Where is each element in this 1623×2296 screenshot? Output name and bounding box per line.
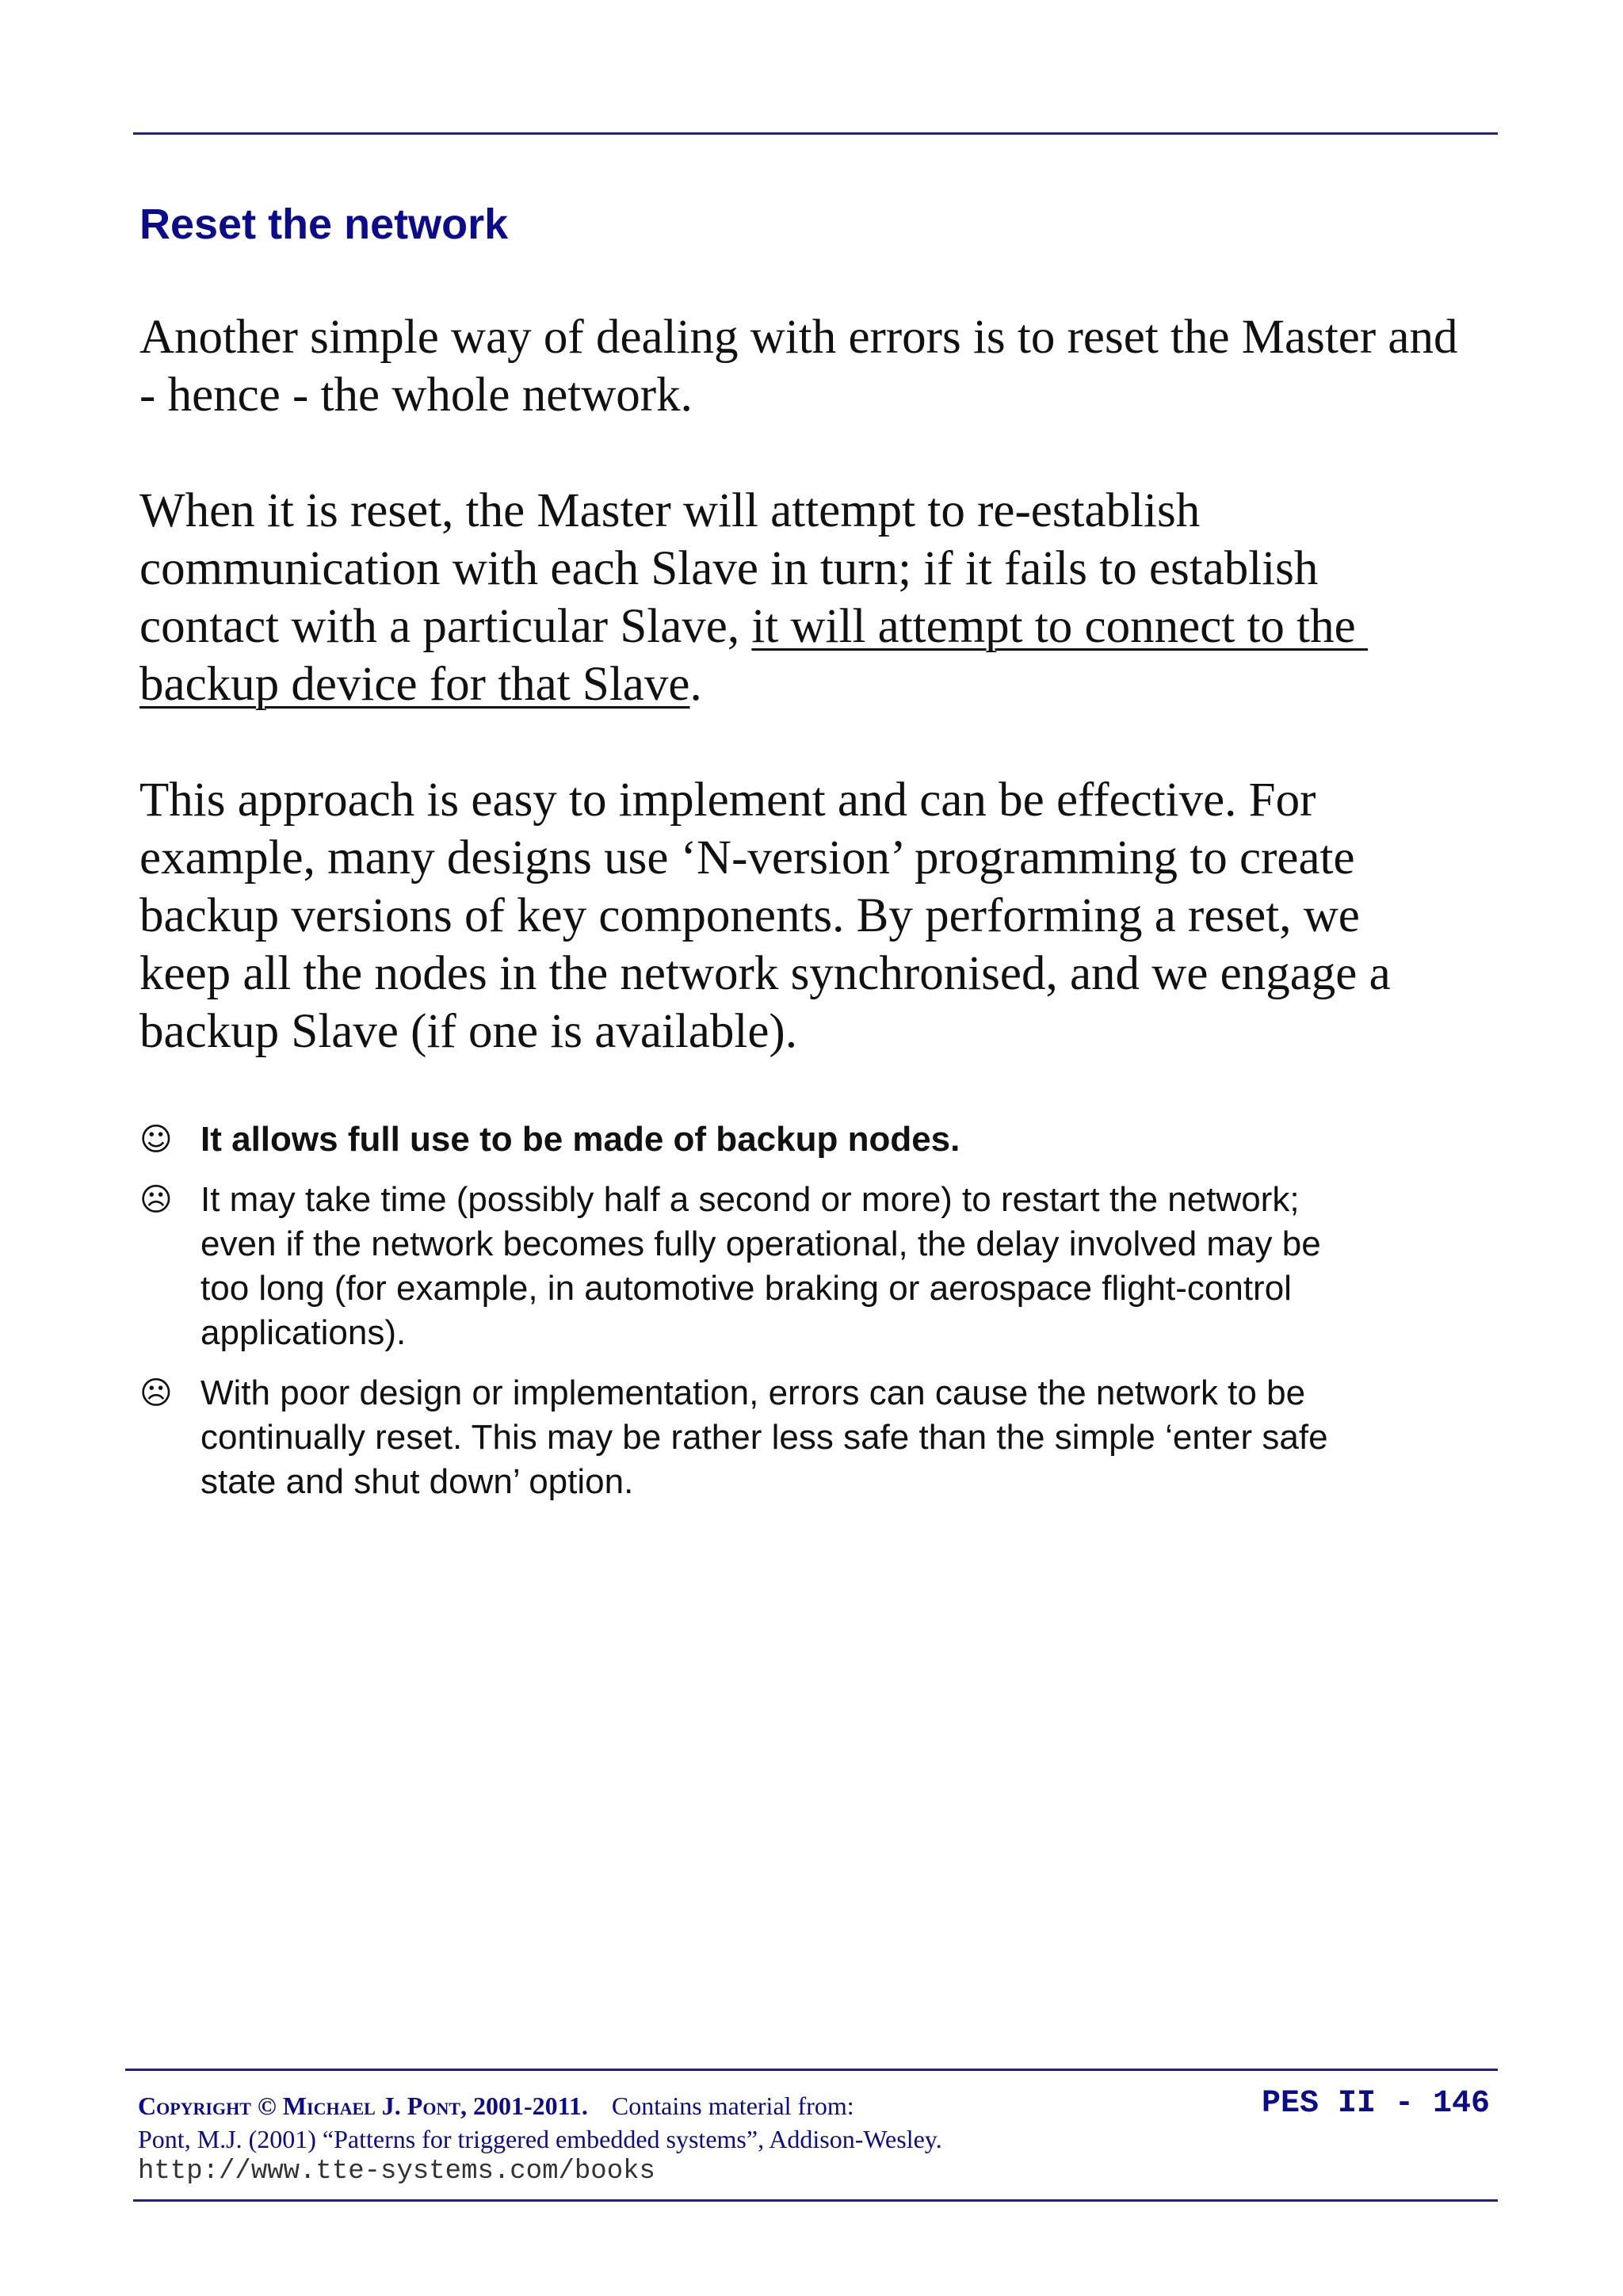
paragraph-text: contact with a particular Slave,	[139, 600, 752, 653]
smiley-face-icon: ☺	[139, 1121, 173, 1158]
bullet-text	[200, 1117, 960, 1162]
paragraph-reset-behaviour	[139, 482, 1368, 713]
underlined-text: backup device for that Slave	[139, 658, 690, 711]
paragraph-line: backup Slave (if one is available).	[139, 1005, 797, 1058]
paragraph-approach	[139, 771, 1391, 1060]
bullet-line: applications).	[200, 1313, 407, 1352]
bullet-text	[200, 1371, 1328, 1504]
page-heading: Reset the network	[139, 201, 509, 248]
footer-url: http://www.tte-systems.com/books	[138, 2157, 655, 2187]
bullet-line: state and shut down’ option.	[200, 1462, 634, 1501]
paragraph-line: example, many designs use ‘N-version’ programming to create	[139, 831, 1355, 884]
bullet-text	[200, 1178, 1321, 1355]
footer-page-label: PES II - 146	[1262, 2086, 1491, 2122]
footer-reference: Pont, M.J. (2001) “Patterns for triggered embedded systems”, Addison-Wesley.	[138, 2125, 942, 2153]
footer-credits	[138, 2089, 942, 2187]
paragraph-line: When it is reset, the Master will attempt to re-establish	[139, 484, 1201, 537]
bullet-line: continually reset. This may be rather less safe than the simple ‘enter safe	[200, 1418, 1328, 1457]
paragraph-intro	[139, 308, 1458, 424]
paragraph-line	[139, 598, 1368, 655]
footer-bottom-divider	[133, 2199, 1498, 2202]
frowning-face-icon: ☹	[139, 1375, 173, 1412]
paragraph-line: - hence - the whole network.	[139, 369, 693, 422]
bullet-line: too long (for example, in automotive braking or aerospace flight-control	[200, 1269, 1292, 1308]
bullet-line: It allows full use to be made of backup nodes.	[200, 1120, 960, 1159]
paragraph-line: keep all the nodes in the network synchronised, and we engage a	[139, 947, 1391, 1000]
underlined-text: it will attempt to connect to the	[751, 600, 1368, 653]
bullet-line: even if the network becomes fully operational, the delay involved may be	[200, 1224, 1321, 1263]
paragraph-line	[139, 655, 1368, 713]
bullet-line: With poor design or implementation, errors can cause the network to be	[200, 1373, 1306, 1412]
paragraph-text: .	[689, 658, 702, 711]
top-divider	[133, 132, 1498, 135]
paragraph-line: backup versions of key components. By performing a reset, we	[139, 889, 1360, 942]
footer-top-divider	[125, 2069, 1498, 2071]
frowning-face-icon: ☹	[139, 1182, 173, 1218]
footer-copyright: Copyright © Michael J. Pont, 2001-2011.	[138, 2092, 588, 2120]
footer-contains: Contains material from:	[611, 2092, 854, 2120]
paragraph-line: communication with each Slave in turn; if it fails to establish	[139, 542, 1319, 595]
bullet-line: It may take time (possibly half a second or more) to restart the network;	[200, 1180, 1300, 1219]
paragraph-line: Another simple way of dealing with errors is to reset the Master and	[139, 311, 1458, 364]
paragraph-line: This approach is easy to implement and can be effective. For	[139, 774, 1316, 827]
